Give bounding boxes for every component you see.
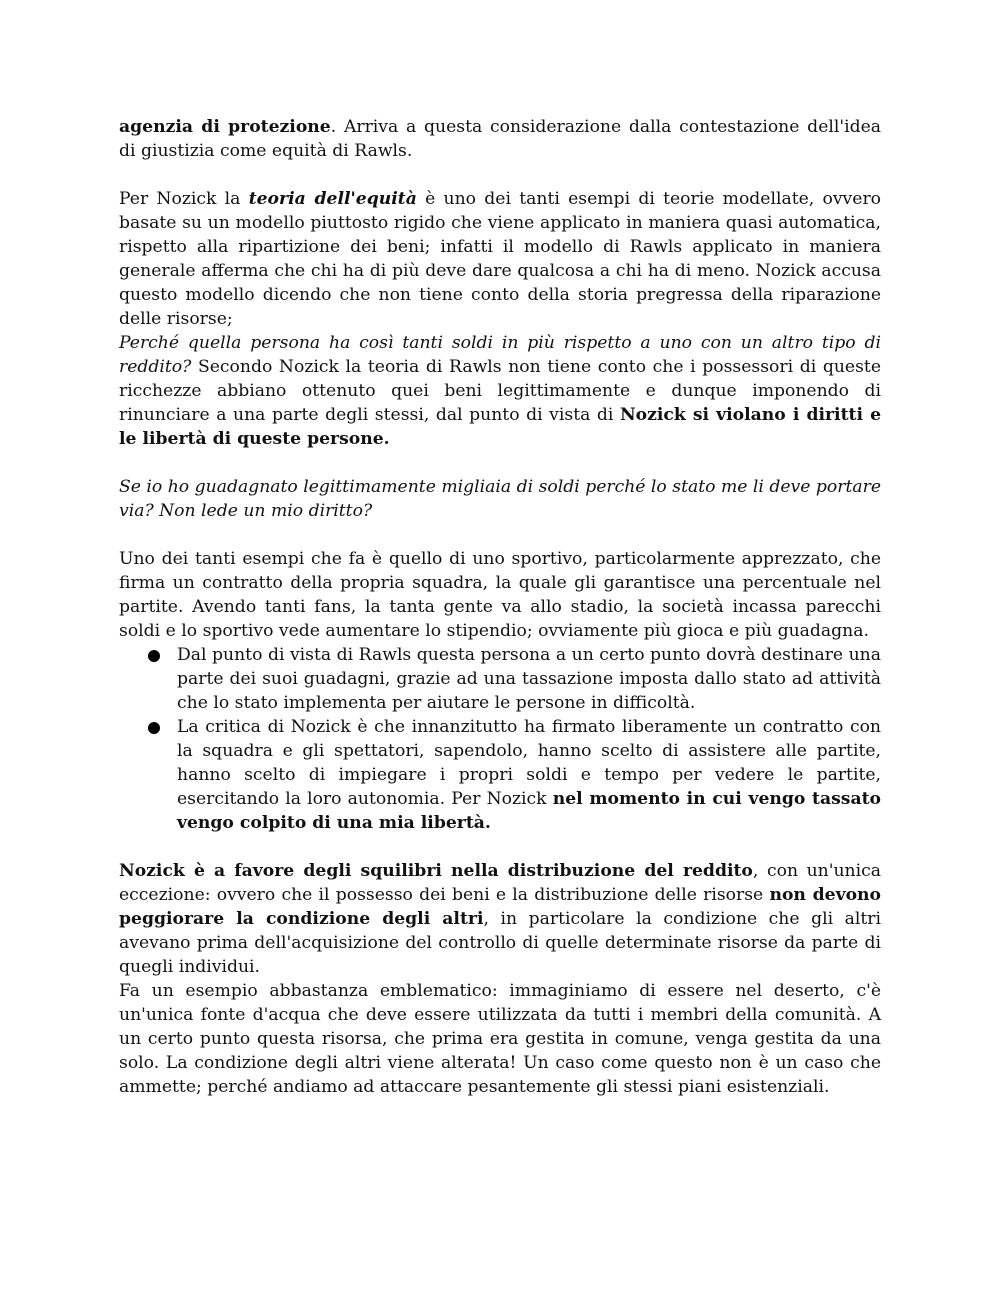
paragraph-income-inequality bbox=[119, 859, 881, 979]
paragraph-gap bbox=[119, 451, 881, 475]
bullet-list bbox=[119, 643, 881, 835]
text: La critica di Nozick è che innanzitutto ha firmato liberamente un contratto con la squadra e gli spettatori, sapendolo, hanno scelto di assistere alle partite, hanno scelto di impiegare i propri soldi e tempo per vedere le partite, esercitando la loro autonomia. Per Nozick bbox=[177, 717, 881, 809]
bold-text: agenzia di protezione bbox=[119, 117, 331, 137]
text: Secondo Nozick la teoria di Rawls non tiene conto che i possessori di queste ricchezze abbiano ottenuto quei beni legittimamente e dunque imponendo di rinunciare a una parte degli stessi, dal punto di vista di bbox=[119, 357, 881, 425]
bold-text: nel momento in cui vengo tassato vengo colpito di una mia libertà. bbox=[177, 789, 881, 833]
list-item bbox=[119, 715, 881, 835]
paragraph-gap bbox=[119, 163, 881, 187]
paragraph-equity-theory bbox=[119, 187, 881, 331]
italic-question: Perché quella persona ha così tanti soldi in più rispetto a uno con un altro tipo di reddito? bbox=[119, 333, 881, 377]
text: , in particolare la condizione che gli altri avevano prima dell'acquisizione del controllo di quelle determinate risorse da parte di quegli individui. bbox=[119, 909, 881, 977]
text: . Arriva a questa considerazione dalla contestazione dell'idea di giustizia come equità di Rawls. bbox=[119, 117, 881, 161]
italic-question: Se io ho guadagnato legittimamente migliaia di soldi perché lo stato me li deve portare via? Non lede un mio diritto? bbox=[119, 477, 881, 521]
text: Per Nozick la bbox=[119, 189, 249, 209]
bullet-icon bbox=[148, 650, 160, 662]
paragraph-protection-agency bbox=[119, 115, 881, 163]
text: è uno dei tanti esempi di teorie modellate, ovvero basate su un modello piuttosto rigido che viene applicato in maniera quasi automatica, rispetto alla ripartizione dei beni; infatti il modello di Rawls applicato in maniera generale afferma che chi ha di più deve dare qualcosa a chi ha di meno. Nozick accusa questo modello dicendo che non tiene conto della storia pregressa della riparazione delle risorse; bbox=[119, 189, 882, 329]
document-page bbox=[119, 115, 881, 1099]
paragraph-rights-violation bbox=[119, 331, 881, 451]
paragraph-athlete-example bbox=[119, 547, 881, 643]
text: Fa un esempio abbastanza emblematico: immaginiamo di essere nel deserto, c'è un'unica fonte d'acqua che deve essere utilizzata da tutti i membri della comunità. A un certo punto questa risorsa, che prima era gestita in comune, venga gestita da una solo. La condizione degli altri viene alterata! Un caso come questo non è un caso che ammette; perché andiamo ad attaccare pesantemente gli stessi piani esistenziali. bbox=[119, 981, 881, 1097]
bold-text: Nozick è a favore degli squilibri nella distribuzione del reddito bbox=[119, 861, 753, 881]
paragraph-gap bbox=[119, 835, 881, 859]
bold-italic-text bbox=[249, 189, 417, 209]
paragraph-rhetorical-question bbox=[119, 475, 881, 523]
paragraph-gap bbox=[119, 523, 881, 547]
text: , con un'unica eccezione: ovvero che il possesso dei beni e la distribuzione delle risorse bbox=[119, 861, 881, 905]
bullet-icon bbox=[148, 722, 160, 734]
italic-text: teoria dell'equità bbox=[248, 189, 417, 209]
list-item bbox=[119, 643, 881, 715]
text: Dal punto di vista di Rawls questa persona a un certo punto dovrà destinare una parte dei suoi guadagni, grazie ad una tassazione imposta dallo stato ad attività che lo stato implementa per aiutare le persone in difficoltà. bbox=[177, 645, 881, 713]
bold-text: non devono peggiorare la condizione degli altri bbox=[119, 885, 882, 929]
bold-text: Nozick si violano i diritti e le libertà di queste persone. bbox=[119, 405, 881, 449]
paragraph-desert-example bbox=[119, 979, 881, 1099]
text: Uno dei tanti esempi che fa è quello di uno sportivo, particolarmente apprezzato, che firma un contratto della propria squadra, la quale gli garantisce una percentuale nel partite. Avendo tanti fans, la tanta gente va allo stadio, la società incassa parecchi soldi e lo sportivo vede aumentare lo stipendio; ovviamente più gioca e più guadagna. bbox=[119, 549, 881, 641]
